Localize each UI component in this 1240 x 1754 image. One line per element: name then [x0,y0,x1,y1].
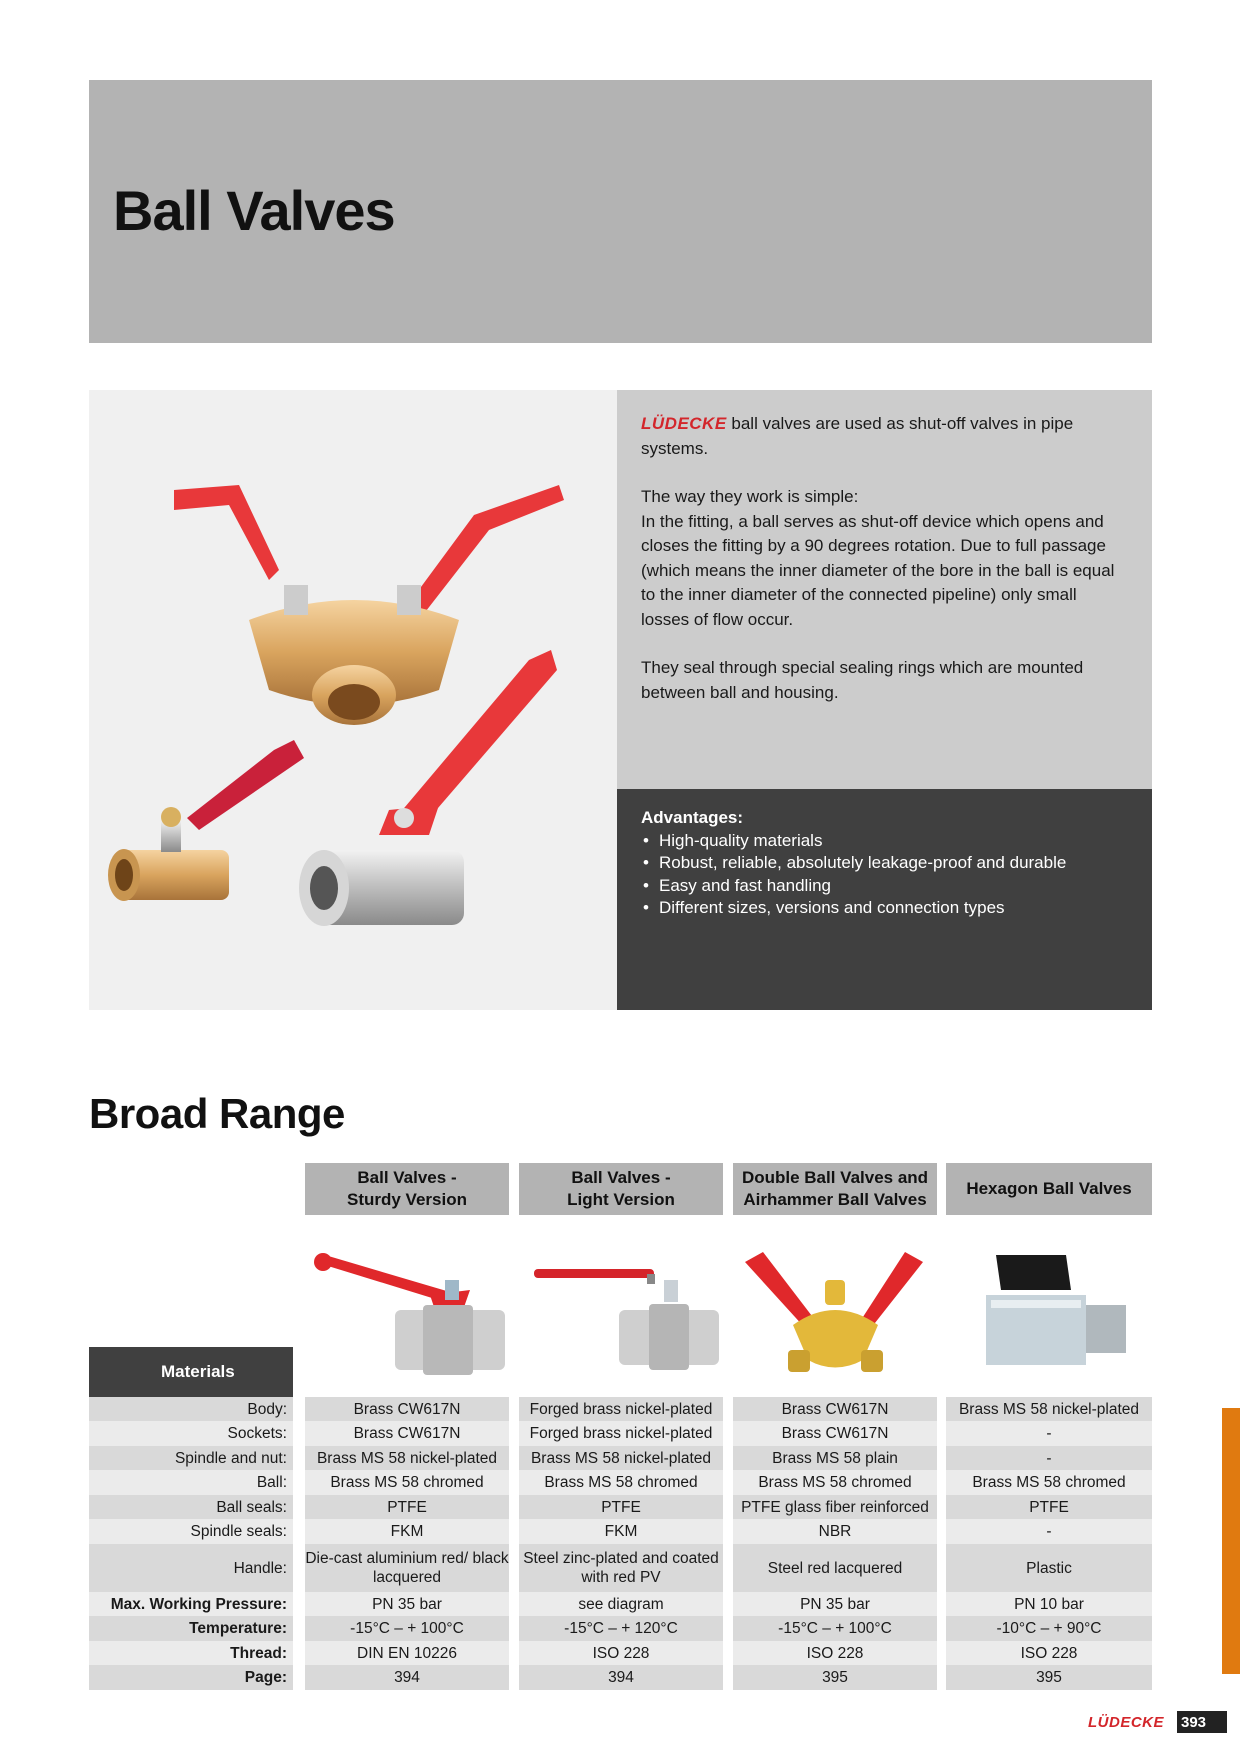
table-cell: PTFE [305,1495,509,1519]
advantage-item: • Robust, reliable, absolutely leakage-proof and durable [641,852,1128,875]
row-label: Temperature: [89,1616,293,1641]
table-cell: DIN EN 10226 [305,1641,509,1665]
table-cell: Brass MS 58 nickel-plated [305,1446,509,1470]
table-cell: Steel red lacquered [733,1544,937,1592]
table-row [89,1446,1152,1470]
page-number: 393 [1177,1711,1227,1733]
chapter-tab [1222,1408,1240,1674]
table-cell: Forged brass nickel-plated [519,1421,723,1446]
advantage-item: • Different sizes, versions and connection types [641,897,1128,920]
table-cell: Brass CW617N [305,1397,509,1421]
table-cell: Brass CW617N [733,1397,937,1421]
table-cell: 394 [519,1665,723,1690]
table-row [89,1616,1152,1641]
row-label: Handle: [89,1544,293,1592]
intro-text: ball valves are used as shut-off valves in pipe systems. [641,414,1074,458]
column-header: Double Ball Valves and Airhammer Ball Valves [733,1163,937,1215]
table-row [89,1470,1152,1495]
table-row [89,1665,1152,1690]
advantage-item: • High-quality materials [641,830,1128,853]
table-row [89,1592,1152,1616]
table-cell: FKM [519,1519,723,1544]
working-text: In the fitting, a ball serves as shut-off device which opens and closes the fitting by a 90 degrees rotation. Due to full passage (which means the inner diameter of the bore in the ball is equal to the inner diameter of the connected pipeline) only small losses of flow occur. [641,511,1115,629]
table-cell: NBR [733,1519,937,1544]
table-cell: -15°C – + 100°C [733,1616,937,1641]
footer-logo: LÜDECKE [1088,1714,1165,1731]
table-cell: Brass CW617N [305,1421,509,1446]
table-cell: - [946,1519,1152,1544]
table-cell: PTFE glass fiber reinforced [733,1495,937,1519]
table-cell: -15°C – + 120°C [519,1616,723,1641]
table-cell: ISO 228 [733,1641,937,1665]
table-cell: FKM [305,1519,509,1544]
materials-header: Materials [89,1347,293,1397]
advantages-panel [617,789,1152,1010]
table-cell: Brass MS 58 nickel-plated [946,1397,1152,1421]
table-row [89,1421,1152,1446]
column-header: Ball Valves - Sturdy Version [305,1163,509,1215]
table-cell: Brass CW617N [733,1421,937,1446]
table-cell: Plastic [946,1544,1152,1592]
column-header: Ball Valves - Light Version [519,1163,723,1215]
table-cell: see diagram [519,1592,723,1616]
table-cell: Brass MS 58 nickel-plated [519,1446,723,1470]
table-cell: PN 10 bar [946,1592,1152,1616]
row-label: Ball seals: [89,1495,293,1519]
table-row [89,1495,1152,1519]
page-title: Ball Valves [113,179,395,242]
row-label: Spindle seals: [89,1519,293,1544]
table-cell: Brass MS 58 chromed [519,1470,723,1495]
sealing-paragraph: They seal through special sealing rings which are mounted between ball and housing. [641,658,1084,702]
table-cell: Die-cast aluminium red/ black lacquered [305,1544,509,1592]
table-cell: Brass MS 58 chromed [305,1470,509,1495]
table-cell: PTFE [519,1495,723,1519]
table-cell: - [946,1446,1152,1470]
table-row [89,1397,1152,1421]
advantage-item: • Easy and fast handling [641,875,1128,898]
working-paragraph [641,485,1128,632]
row-label: Page: [89,1665,293,1690]
table-cell: Brass MS 58 chromed [733,1470,937,1495]
table-cell: Steel zinc-plated and coated with red PV [519,1544,723,1592]
sturdy-valve-image [305,1240,509,1380]
table-cell: PN 35 bar [733,1592,937,1616]
row-label: Max. Working Pressure: [89,1592,293,1616]
row-label: Body: [89,1397,293,1421]
advantages-title: Advantages: [641,808,744,827]
product-photo [89,390,617,1010]
table-row [89,1519,1152,1544]
description-panel [617,390,1152,789]
title-banner [89,80,1152,343]
working-heading: The way they work is simple: [641,487,859,506]
table-row [89,1544,1152,1592]
table-cell: PN 35 bar [305,1592,509,1616]
table-cell: 395 [946,1665,1152,1690]
table-row [89,1641,1152,1665]
table-cell: Brass MS 58 chromed [946,1470,1152,1495]
row-label: Thread: [89,1641,293,1665]
brand-name: LÜDECKE [641,414,727,433]
table-cell: - [946,1421,1152,1446]
table-cell: -15°C – + 100°C [305,1616,509,1641]
advantages-list [641,830,1128,920]
column-header: Hexagon Ball Valves [946,1163,1152,1215]
row-label: Sockets: [89,1421,293,1446]
light-valve-image [519,1240,723,1380]
row-label: Spindle and nut: [89,1446,293,1470]
table-cell: ISO 228 [946,1641,1152,1665]
table-cell: Forged brass nickel-plated [519,1397,723,1421]
hexagon-valve-image [946,1240,1152,1380]
double-valve-image [733,1240,937,1380]
row-label: Ball: [89,1470,293,1495]
table-cell: ISO 228 [519,1641,723,1665]
section-title: Broad Range [89,1090,345,1137]
table-cell: Brass MS 58 plain [733,1446,937,1470]
table-cell: PTFE [946,1495,1152,1519]
table-cell: 395 [733,1665,937,1690]
intro-paragraph [641,412,1128,461]
table-cell: -10°C – + 90°C [946,1616,1152,1641]
table-cell: 394 [305,1665,509,1690]
